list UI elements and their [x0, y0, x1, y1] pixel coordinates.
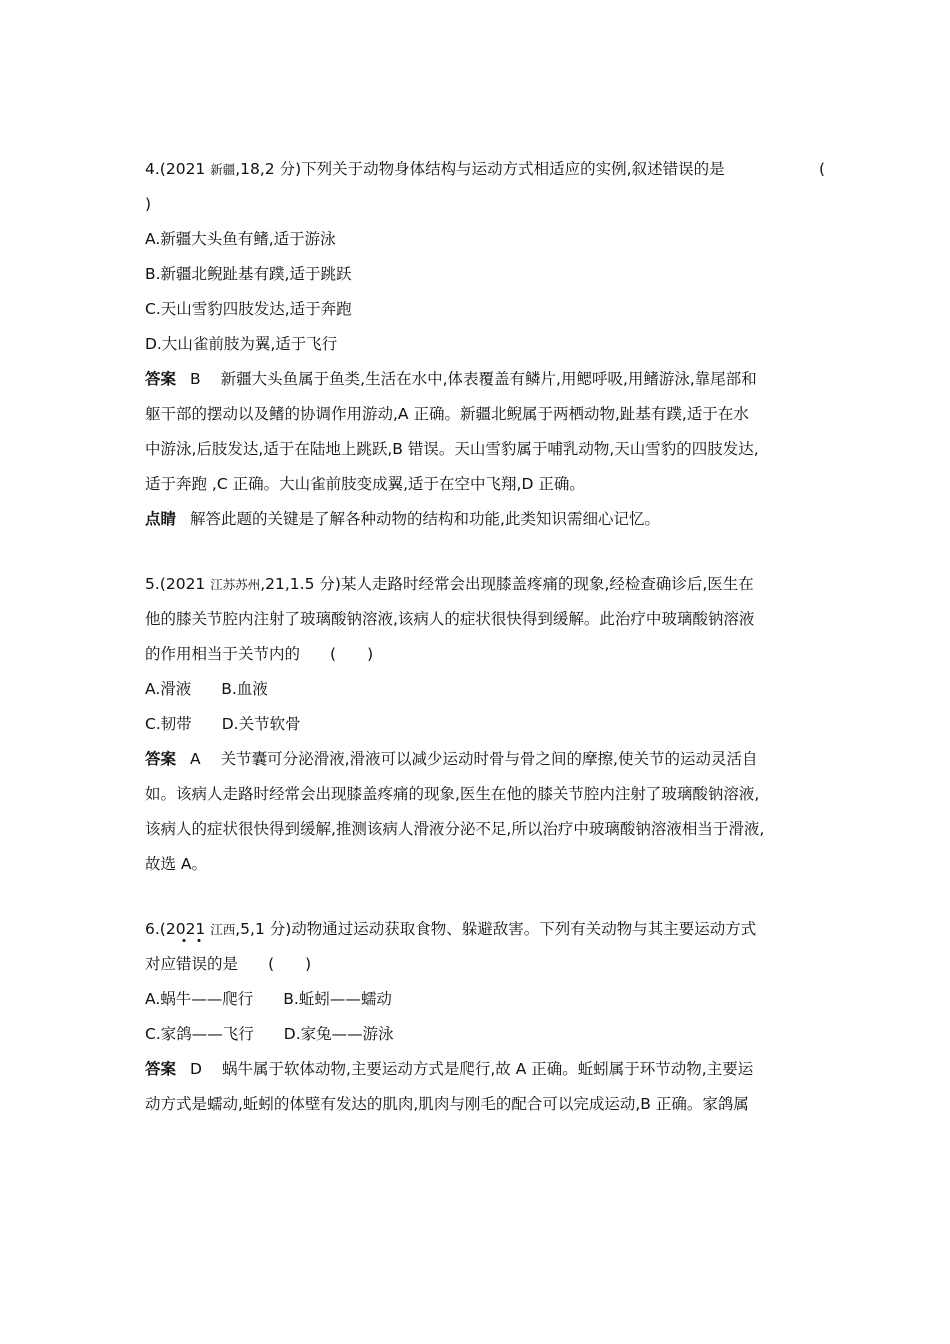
emphasis-dot-char: 错	[176, 947, 192, 982]
q4-tip-label: 点睛	[145, 510, 177, 528]
q6-answer-line: 动方式是蠕动,蚯蚓的体壁有发达的肌肉,肌肉与刚毛的配合可以完成运动,B 正确。家鸽属	[145, 1095, 749, 1113]
q5-options-row-1	[145, 672, 825, 707]
q5-option-c: C.韧带	[145, 715, 192, 733]
q6-answer: 答案 D 蜗牛属于软体动物,主要运动方式是爬行,故 A 正确。蚯蚓属于环节动物,主要运	[145, 1060, 754, 1078]
q5-number: 5.	[145, 575, 160, 593]
q4-stem: 4.(2021 新疆,18,2 分)下列关于动物身体结构与运动方式相适应的实例,叙述错误的是 (	[145, 152, 825, 187]
q5-answer: 答案 A 关节囊可分泌滑液,滑液可以减少运动时骨与骨之间的摩擦,使关节的运动灵活自	[145, 750, 758, 768]
q4-answer-key: B	[190, 370, 201, 388]
q5-answer-line: 如。该病人走路时经常会出现膝盖疼痛的现象,医生在他的膝关节腔内注射了玻璃酸钠溶液,	[145, 785, 760, 803]
q4-number: 4.	[145, 160, 160, 178]
q5-answer-key: A	[190, 750, 201, 768]
q4-stem-text: 下列关于动物身体结构与运动方式相适应的实例,叙述错误的是	[301, 160, 725, 178]
q5-answer-label: 答案	[145, 750, 177, 768]
q6-options-row-1	[145, 982, 825, 1017]
q6-option-b: B.蚯蚓——蠕动	[283, 990, 392, 1008]
q4-answer-line: 躯干部的摆动以及鳍的协调作用游动,A 正确。新疆北鲵属于两栖动物,趾基有蹼,适于在水	[145, 405, 749, 423]
q6-stem-line: 对应错误的是 ( )	[145, 947, 825, 982]
q6-options-row-2	[145, 1017, 825, 1052]
q6-option-d: D.家兔——游泳	[283, 1025, 394, 1043]
q5-source-location: 江苏苏州	[210, 577, 261, 592]
q5-answer-line: 故选 A。	[145, 855, 208, 873]
q6-paren: ( )	[268, 955, 312, 973]
q4-tip-text: 解答此题的关键是了解各种动物的结构和功能,此类知识需细心记忆。	[190, 510, 660, 528]
q5-source: ,21,1.5 分)	[260, 575, 341, 593]
q5-options-row-2	[145, 707, 825, 742]
q4-answer-line: 适于奔跑 ,C 正确。大山雀前肢变成翼,适于在空中飞翔,D 正确。	[145, 475, 585, 493]
q4-option-b: B.新疆北鲵趾基有蹼,适于跳跃	[145, 265, 352, 283]
q5-option-b: B.血液	[221, 680, 268, 698]
q6-answer-label: 答案	[145, 1060, 177, 1078]
q5-stem: 5.(2021 江苏苏州,21,1.5 分)某人走路时经常会出现膝盖疼痛的现象,经检查确诊后,医生在	[145, 575, 754, 593]
q5-stem-line: 他的膝关节腔内注射了玻璃酸钠溶液,该病人的症状很快得到缓解。此治疗中玻璃酸钠溶液	[145, 610, 755, 628]
q4-option-a: A.新疆大头鱼有鳍,适于游泳	[145, 230, 336, 248]
q4-answer: 答案 B 新疆大头鱼属于鱼类,生活在水中,体表覆盖有鳞片,用鳃呼吸,用鳍游泳,靠尾部和	[145, 370, 757, 388]
q5-option-d: D.关节软骨	[221, 715, 301, 733]
q4-tip	[145, 502, 825, 537]
q6-number: 6.	[145, 920, 160, 938]
q4-option-d: D.大山雀前肢为翼,适于飞行	[145, 335, 338, 353]
q6-option-a: A.蜗牛——爬行	[145, 990, 254, 1008]
q5-option-a: A.滑液	[145, 680, 192, 698]
q6-source: ,5,1 分)	[235, 920, 292, 938]
q4-paren-open: (	[818, 160, 825, 178]
q6-option-c: C.家鸽——飞行	[145, 1025, 254, 1043]
q4-source-location: 新疆	[210, 162, 236, 177]
q6-source-location: 江西	[210, 922, 236, 937]
emphasis-dot-char: 误	[192, 947, 208, 982]
q4-answer-line: 中游泳,后肢发达,适于在陆地上跳跃,B 错误。天山雪豹属于哺乳动物,天山雪豹的四肢发达,	[145, 440, 759, 458]
q4-paren-close: )	[145, 195, 152, 213]
q5-stem-line: 的作用相当于关节内的 ( )	[145, 645, 374, 663]
q4-option-c: C.天山雪豹四肢发达,适于奔跑	[145, 300, 352, 318]
q4-answer-label: 答案	[145, 370, 177, 388]
q5-answer-line: 该病人的症状很快得到缓解,推测该病人滑液分泌不足,所以治疗中玻璃酸钠溶液相当于滑液,	[145, 820, 765, 838]
q5-paren: ( )	[330, 645, 374, 663]
document-page	[145, 152, 825, 1122]
q6-answer-key: D	[190, 1060, 202, 1078]
q6-stem: 6.(2021 江西,5,1 分)动物通过运动获取食物、躲避敌害。下列有关动物与其主要运动方式	[145, 920, 757, 938]
q4-source: ,18,2 分)	[235, 160, 302, 178]
